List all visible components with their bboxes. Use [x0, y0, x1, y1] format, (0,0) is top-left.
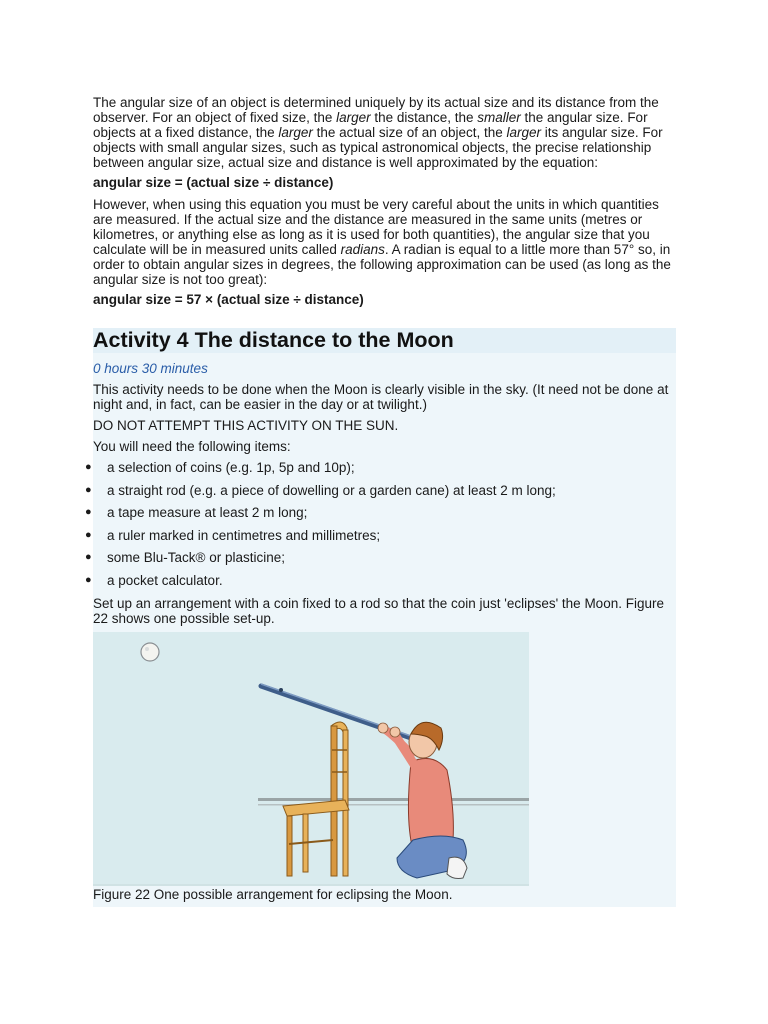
list-item: ● some Blu-Tack® or plasticine;: [85, 550, 286, 566]
skirting-line: [258, 798, 529, 801]
activity-box: [85, 353, 676, 907]
intro-paragraph: The angular size of an object is determined uniquely by its actual size and its distance from the observer. For an object of fixed size, the larger the distance, the smaller the angular size. For objects at a fixed distance, the larger the actual size of an object, the larger its angular size. For objects with small angular sizes, such as typical astronomical objects, the precise relationship between angular size, actual size and distance is well approximated by the equation:: [93, 95, 663, 170]
person-hand: [378, 723, 388, 733]
list-item: ● a tape measure at least 2 m long;: [85, 505, 308, 521]
list-item: ● a pocket calculator.: [85, 572, 223, 588]
moon-crater: [145, 647, 149, 651]
warning-text: DO NOT ATTEMPT THIS ACTIVITY ON THE SUN.: [93, 418, 399, 433]
document-page: [85, 95, 676, 907]
activity-intro: This activity needs to be done when the Moon is clearly visible in the sky. (It need not be done at night and, in fact, can be easier in the day or at twilight.): [93, 382, 669, 412]
items-list: [85, 460, 676, 588]
bullet-icon: ●: [85, 573, 92, 586]
activity-heading-bar: [93, 328, 676, 353]
bullet-icon: ●: [85, 461, 92, 473]
list-item: ● a selection of coins (e.g. 1p, 5p and 10p);: [85, 460, 355, 475]
coin-icon: [279, 688, 283, 692]
chair-front-leg: [287, 816, 292, 876]
figure-caption: Figure 22 One possible arrangement for eclipsing the Moon.: [93, 886, 453, 902]
activity-title: Activity 4 The distance to the Moon: [93, 328, 454, 352]
bullet-icon: ●: [85, 506, 92, 519]
formula-angular-size-degrees: angular size = 57 × (actual size ÷ distance): [93, 292, 364, 307]
setup-paragraph: Set up an arrangement with a coin fixed to a rod so that the coin just 'eclipses' the Moon. Figure 22 shows one possible set-up.: [93, 595, 664, 626]
bullet-icon: ●: [85, 483, 92, 496]
formula-angular-size: angular size = (actual size ÷ distance): [93, 175, 334, 190]
eclipse-setup-illustration: [93, 632, 529, 886]
items-intro: You will need the following items:: [93, 439, 291, 454]
figure-22-illustration: [93, 632, 529, 886]
person-hand: [390, 727, 400, 737]
moon-icon: [141, 643, 159, 661]
activity-duration: 0 hours 30 minutes: [93, 361, 208, 376]
list-item: ● a straight rod (e.g. a piece of dowelling or a garden cane) at least 2 m long;: [85, 482, 556, 498]
bullet-icon: ●: [85, 551, 92, 564]
list-item: ● a ruler marked in centimetres and millimetres;: [85, 527, 381, 543]
bullet-icon: ●: [85, 528, 92, 541]
units-paragraph: However, when using this equation you must be very careful about the units in which quantities are measured. If the actual size and the distance are measured in the same units (metres or kilometres, or anything else as long as it is used for both quantities), the angular size that you calculate will be in measured units called radians. A radian is equal to a little more than 57° so, in order to obtain angular sizes in degrees, the following approximation can be used (as long as the angular size is not too great):: [93, 197, 671, 287]
